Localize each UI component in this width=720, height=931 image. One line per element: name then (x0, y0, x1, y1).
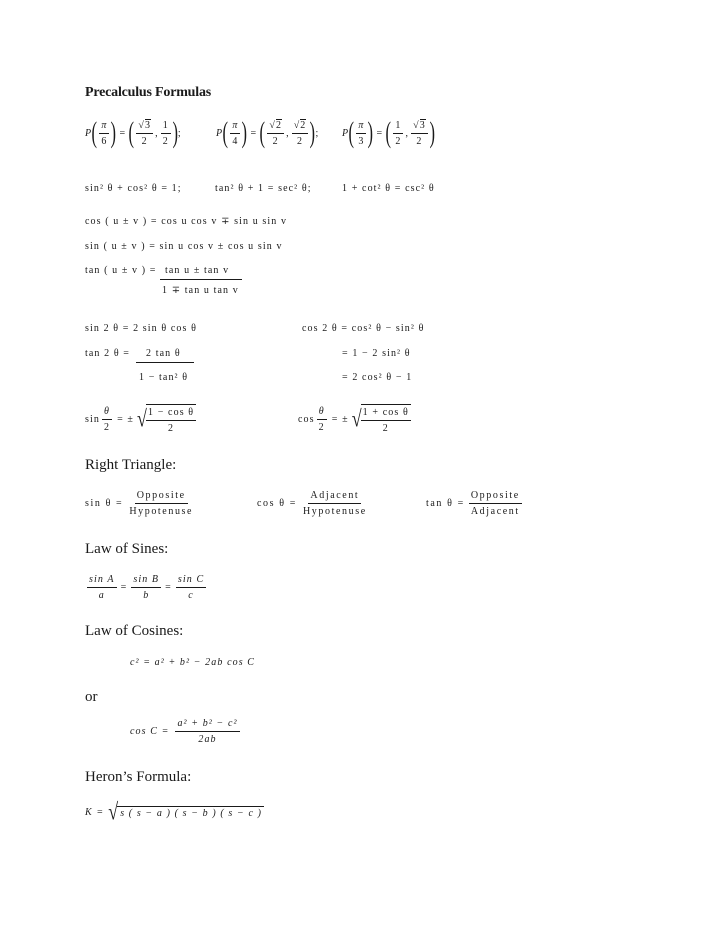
tan-double-angle-lhs: tan 2 θ = (85, 348, 131, 359)
tan-double-angle-fraction-bar (136, 362, 194, 363)
tan-sum-difference-fraction-bar (160, 279, 242, 280)
law-of-sines-formula: $\frac{\text{sin A}}{a}$ = $\frac{\text{sin B}}{b}$ = $\frac{\text{sin C}}{c}$ (89, 574, 205, 601)
unit-circle-pi-4: P ( $\frac{\pi}{4}$ ) = ( $\frac{√2}{2}$ , $\frac{√2}{2}$ ) ; (216, 116, 320, 149)
sin-half-angle: sin $\frac{\theta}{2}$ = ± √ $\frac{\text{1 − cos θ}}{2}$ (85, 405, 195, 434)
or-label: or (85, 689, 98, 705)
tan-sum-difference-denominator: 1 ∓ tan u tan v (162, 285, 239, 296)
law-of-sines-heading: Law of Sines: (85, 541, 169, 557)
sin-double-angle: sin 2 θ = 2 sin θ cos θ (85, 323, 197, 334)
pythagorean-identity-2: tan² θ + 1 = sec² θ; (215, 183, 312, 194)
tan-sum-difference-lhs: tan ( u ± v ) = (85, 265, 157, 276)
law-of-cosines-formula: c² = a² + b² − 2ab cos C (130, 657, 256, 668)
law-of-cosines-solved: cos C = $\frac{\text{a² + b² − c²}}{2ab}$ (130, 718, 238, 745)
unit-circle-pi-6: P ( $\frac{\pi}{6}$ ) = ( $\frac{√3}{2}$ , $\frac{1}{2}$ ) ; (85, 116, 182, 149)
right-triangle-tan: tan θ = $\frac{\text{Opposite}}{\text{Adjacent}}$ (426, 490, 520, 517)
herons-formula: K = √ s ( s − a ) ( s − b ) ( s − c ) (85, 798, 263, 825)
tan-double-angle-numerator: 2 tan θ (146, 348, 181, 359)
right-triangle-heading: Right Triangle: (85, 457, 177, 473)
unit-circle-pi-3: P ( $\frac{\pi}{3}$ ) = ( $\frac{1}{2}$ , $\frac{√3}{2}$ ) (342, 116, 436, 149)
cos-double-angle-3: = 2 cos² θ − 1 (342, 372, 413, 383)
cos-double-angle-1: cos 2 θ = cos² θ − sin² θ (302, 323, 425, 334)
cos-half-angle: cos $\frac{\theta}{2}$ = ± √ $\frac{\text{1 + cos θ}}{2}$ (298, 405, 409, 434)
law-of-cosines-heading: Law of Cosines: (85, 623, 184, 639)
right-triangle-sin: sin θ = $\frac{\text{Opposite}}{\text{Hypotenuse}}$ (85, 490, 194, 517)
right-triangle-cos: cos θ = $\frac{\text{Adjacent}}{\text{Hypotenuse}}$ (257, 490, 367, 517)
cos-double-angle-2: = 1 − 2 sin² θ (342, 348, 411, 359)
pythagorean-identity-3: 1 + cot² θ = csc² θ (342, 183, 435, 194)
tan-double-angle-denominator: 1 − tan² θ (139, 372, 189, 383)
sin-sum-difference: sin ( u ± v ) = sin u cos v ± cos u sin v (85, 241, 283, 252)
cos-sum-difference: cos ( u ± v ) = cos u cos v ∓ sin u sin v (85, 216, 288, 227)
page-title: Precalculus Formulas (85, 85, 212, 100)
herons-formula-heading: Heron’s Formula: (85, 769, 192, 785)
pythagorean-identity-1: sin² θ + cos² θ = 1; (85, 183, 182, 194)
tan-sum-difference-numerator: tan u ± tan v (165, 265, 230, 276)
